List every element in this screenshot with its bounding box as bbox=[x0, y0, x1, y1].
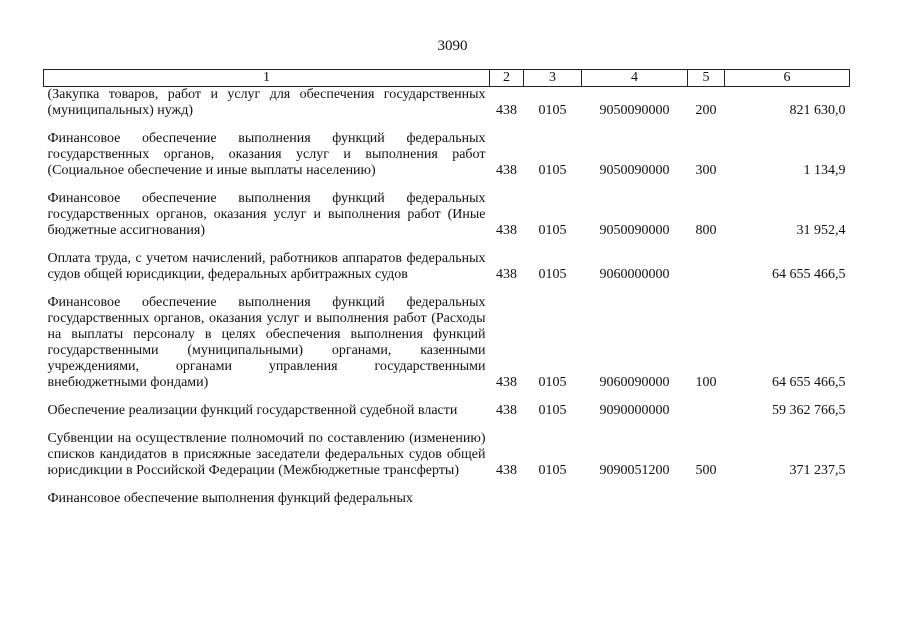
row-code-2: 438 bbox=[496, 163, 517, 178]
row-amount: 821 630,0 bbox=[789, 103, 846, 118]
table-row bbox=[44, 87, 850, 120]
row-code-5 bbox=[688, 251, 725, 283]
row-amount bbox=[725, 491, 850, 507]
table-row bbox=[44, 131, 850, 179]
row-gap bbox=[44, 391, 850, 403]
row-code-2 bbox=[490, 491, 524, 507]
row-amount: 64 655 466,5 bbox=[772, 375, 846, 390]
row-description: Обеспечение реализации функций государственной судебной власти bbox=[47, 403, 458, 418]
row-description: (Закупка товаров, работ и услуг для обеспечения государственных (муниципальных) нужд) bbox=[47, 87, 486, 118]
row-code-3: 0105 bbox=[538, 403, 567, 418]
row-code-4: 9090000000 bbox=[599, 403, 670, 418]
row-amount: 64 655 466,5 bbox=[772, 267, 846, 282]
row-code-5: 200 bbox=[695, 103, 717, 118]
table-row bbox=[44, 431, 850, 479]
row-code-4: 9050090000 bbox=[599, 223, 670, 238]
header-col-4: 4 bbox=[582, 70, 688, 87]
row-code-2: 438 bbox=[496, 403, 517, 418]
row-gap bbox=[44, 283, 850, 295]
row-code-3: 0105 bbox=[538, 375, 567, 390]
table-row bbox=[44, 251, 850, 283]
header-col-6: 6 bbox=[725, 70, 850, 87]
page-number: 3090 bbox=[437, 38, 468, 54]
row-code-4: 9050090000 bbox=[599, 103, 670, 118]
table-row bbox=[44, 403, 850, 419]
row-description: Оплата труда, с учетом начислений, работников аппаратов федеральных судов общей юрисдикции, федеральных арбитражных судов bbox=[47, 251, 486, 282]
row-code-2: 438 bbox=[496, 267, 517, 282]
row-description: Финансовое обеспечение выполнения функций федеральных государственных органов, оказания услуг и выполнения работ (Социальное обеспечение и иные выплаты населению) bbox=[47, 131, 486, 178]
header-col-1: 1 bbox=[44, 70, 490, 87]
row-code-2: 438 bbox=[496, 375, 517, 390]
header-col-3: 3 bbox=[524, 70, 582, 87]
table-row bbox=[44, 191, 850, 239]
row-code-5: 100 bbox=[695, 375, 717, 390]
row-code-3: 0105 bbox=[538, 103, 567, 118]
row-code-4: 9050090000 bbox=[599, 163, 670, 178]
row-code-5 bbox=[688, 403, 725, 419]
row-code-4: 9090051200 bbox=[599, 463, 670, 478]
header-row bbox=[44, 70, 850, 87]
row-code-3: 0105 bbox=[538, 463, 567, 478]
row-gap bbox=[44, 419, 850, 431]
budget-table bbox=[43, 69, 850, 507]
row-code-4 bbox=[582, 491, 688, 507]
row-gap bbox=[44, 119, 850, 131]
table-row bbox=[44, 295, 850, 391]
row-gap bbox=[44, 479, 850, 491]
row-gap bbox=[44, 239, 850, 251]
row-code-5: 500 bbox=[695, 463, 717, 478]
table-row bbox=[44, 491, 850, 507]
row-gap bbox=[44, 179, 850, 191]
table-body bbox=[44, 87, 850, 508]
row-amount: 371 237,5 bbox=[789, 463, 846, 478]
row-code-5: 300 bbox=[695, 163, 717, 178]
table-header bbox=[44, 70, 850, 87]
row-code-2: 438 bbox=[496, 103, 517, 118]
row-code-3: 0105 bbox=[538, 163, 567, 178]
row-code-4: 9060090000 bbox=[599, 375, 670, 390]
header-col-2: 2 bbox=[490, 70, 524, 87]
row-code-5 bbox=[688, 491, 725, 507]
row-code-2: 438 bbox=[496, 463, 517, 478]
row-code-5: 800 bbox=[695, 223, 717, 238]
row-description: Финансовое обеспечение выполнения функций федеральных bbox=[47, 491, 413, 506]
row-code-2: 438 bbox=[496, 223, 517, 238]
row-code-3 bbox=[524, 491, 582, 507]
row-description: Финансовое обеспечение выполнения функций федеральных государственных органов, оказания услуг и выполнения работ (Расходы на выплаты персоналу в целях обеспечения выполнения функций государственными (муниципальными) органами, казенными учреждениями, органами управления государственными внебюджетными фондами) bbox=[47, 295, 486, 390]
row-code-3: 0105 bbox=[538, 267, 567, 282]
row-amount: 1 134,9 bbox=[803, 163, 846, 178]
row-code-4: 9060000000 bbox=[599, 267, 670, 282]
header-col-5: 5 bbox=[688, 70, 725, 87]
row-code-3: 0105 bbox=[538, 223, 567, 238]
row-amount: 31 952,4 bbox=[796, 223, 846, 238]
row-description: Финансовое обеспечение выполнения функций федеральных государственных органов, оказания услуг и выполнения работ (Иные бюджетные ассигнования) bbox=[47, 191, 486, 238]
row-amount: 59 362 766,5 bbox=[772, 403, 846, 418]
row-description: Субвенции на осуществление полномочий по составлению (изменению) списков кандидатов в присяжные заседатели федеральных судов общей юрисдикции в Российской Федерации (Межбюджетные трансферты) bbox=[47, 431, 486, 478]
